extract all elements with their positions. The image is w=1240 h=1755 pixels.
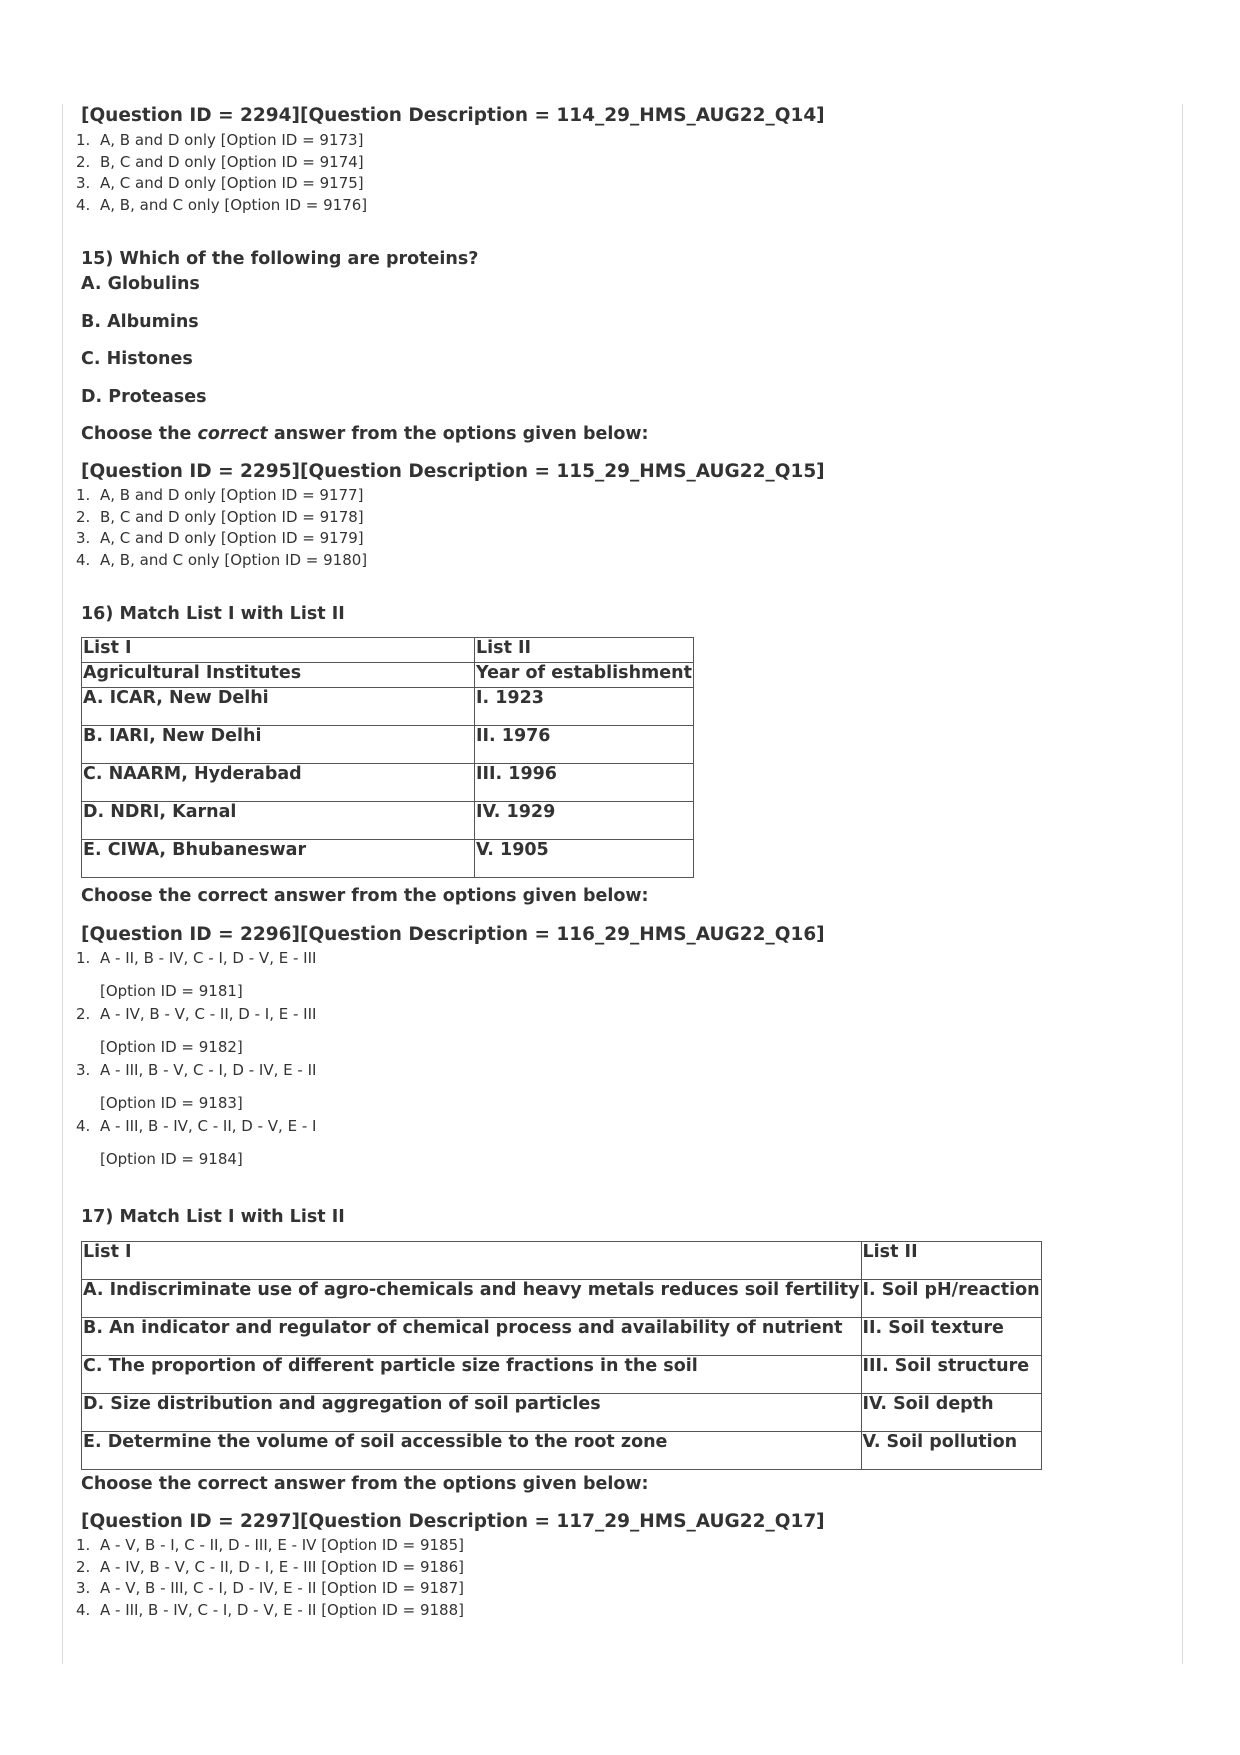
table-row: A. Indiscriminate use of agro-chemicals and heavy metals reduces soil fertility I. Soil pH/reaction (82, 1280, 1042, 1318)
q17-option-2: 2. A - IV, B - V, C - II, D - I, E - III [Option ID = 9186] (76, 1557, 464, 1576)
q17-options (0, 1535, 464, 1621)
q15-option-2: 2. B, C and D only [Option ID = 9178] (76, 507, 364, 526)
table-row: E. CIWA, Bhubaneswar V. 1905 (82, 840, 694, 878)
q15-option-1: 1. A, B and D only [Option ID = 9177] (76, 486, 364, 504)
q17-title: 17) Match List I with List II (81, 1207, 345, 1227)
q17-id-line: [Question ID = 2297][Question Description = 117_29_HMS_AUG22_Q17] (81, 1511, 825, 1532)
q15-id-line: [Question ID = 2295][Question Description = 115_29_HMS_AUG22_Q15] (81, 461, 825, 482)
q15-item-d: D. Proteases (81, 387, 207, 407)
table-row: A. ICAR, New Delhi I. 1923 (82, 688, 694, 726)
table-row: List I List II (82, 1242, 1042, 1280)
table-row: C. NAARM, Hyderabad III. 1996 (82, 764, 694, 802)
q17-option-4: 4. A - III, B - IV, C - I, D - V, E - II [Option ID = 9188] (76, 1600, 464, 1619)
q15-option-3: 3. A, C and D only [Option ID = 9179] (76, 529, 364, 547)
table-row: D. NDRI, Karnal IV. 1929 (82, 802, 694, 840)
q16-choose-instruction: Choose the correct answer from the options given below: (81, 886, 649, 906)
table-row: B. IARI, New Delhi II. 1976 (82, 726, 694, 764)
q16-title: 16) Match List I with List II (81, 604, 345, 624)
q15-options (0, 485, 367, 571)
table-row: C. The proportion of different particle size fractions in the soil III. Soil structure (82, 1356, 1042, 1394)
table-row: B. An indicator and regulator of chemical process and availability of nutrient II. Soil texture (82, 1318, 1042, 1356)
q15-choose-instruction: Choose the correct answer from the options given below: (81, 424, 649, 444)
q14-option-4: 4. A, B, and C only [Option ID = 9176] (76, 195, 368, 214)
q14-id-line: [Question ID = 2294][Question Description = 114_29_HMS_AUG22_Q14] (81, 105, 825, 126)
q17-choose-instruction: Choose the correct answer from the options given below: (81, 1474, 649, 1494)
q15-option-4: 4. A, B, and C only [Option ID = 9180] (76, 550, 368, 569)
q15-item-c: C. Histones (81, 349, 193, 369)
q17-option-1: 1. A - V, B - I, C - II, D - III, E - IV [Option ID = 9185] (76, 1536, 464, 1554)
q16-option-1: 1. A - II, B - IV, C - I, D - V, E - III [Option ID = 9181] (76, 949, 317, 1000)
q15-item-b: B. Albumins (81, 312, 199, 332)
q14-options (0, 130, 367, 216)
table-row: E. Determine the volume of soil accessible to the root zone V. Soil pollution (82, 1432, 1042, 1470)
q15-item-a: A. Globulins (81, 274, 200, 294)
q17-option-3: 3. A - V, B - III, C - I, D - IV, E - II [Option ID = 9187] (76, 1579, 464, 1597)
table-row: List I List II (82, 638, 694, 663)
page-border-right (1182, 104, 1183, 1664)
q16-option-3: 3. A - III, B - V, C - I, D - IV, E - II [Option ID = 9183] (76, 1061, 317, 1112)
page-border-left (62, 104, 63, 1664)
q16-match-table (81, 637, 694, 878)
q16-options (0, 948, 316, 1172)
q14-option-3: 3. A, C and D only [Option ID = 9175] (76, 174, 364, 192)
table-row: Agricultural Institutes Year of establishment (82, 663, 694, 688)
q16-option-2: 2. A - IV, B - V, C - II, D - I, E - III [Option ID = 9182] (76, 1005, 317, 1056)
q17-match-table (81, 1241, 1042, 1470)
q16-id-line: [Question ID = 2296][Question Description = 116_29_HMS_AUG22_Q16] (81, 924, 825, 945)
table-row: D. Size distribution and aggregation of soil particles IV. Soil depth (82, 1394, 1042, 1432)
q15-title: 15) Which of the following are proteins? (81, 249, 479, 269)
q14-option-2: 2. B, C and D only [Option ID = 9174] (76, 152, 364, 171)
q16-option-4: 4. A - III, B - IV, C - II, D - V, E - I [Option ID = 9184] (76, 1117, 317, 1168)
q14-option-1: 1. A, B and D only [Option ID = 9173] (76, 131, 364, 149)
